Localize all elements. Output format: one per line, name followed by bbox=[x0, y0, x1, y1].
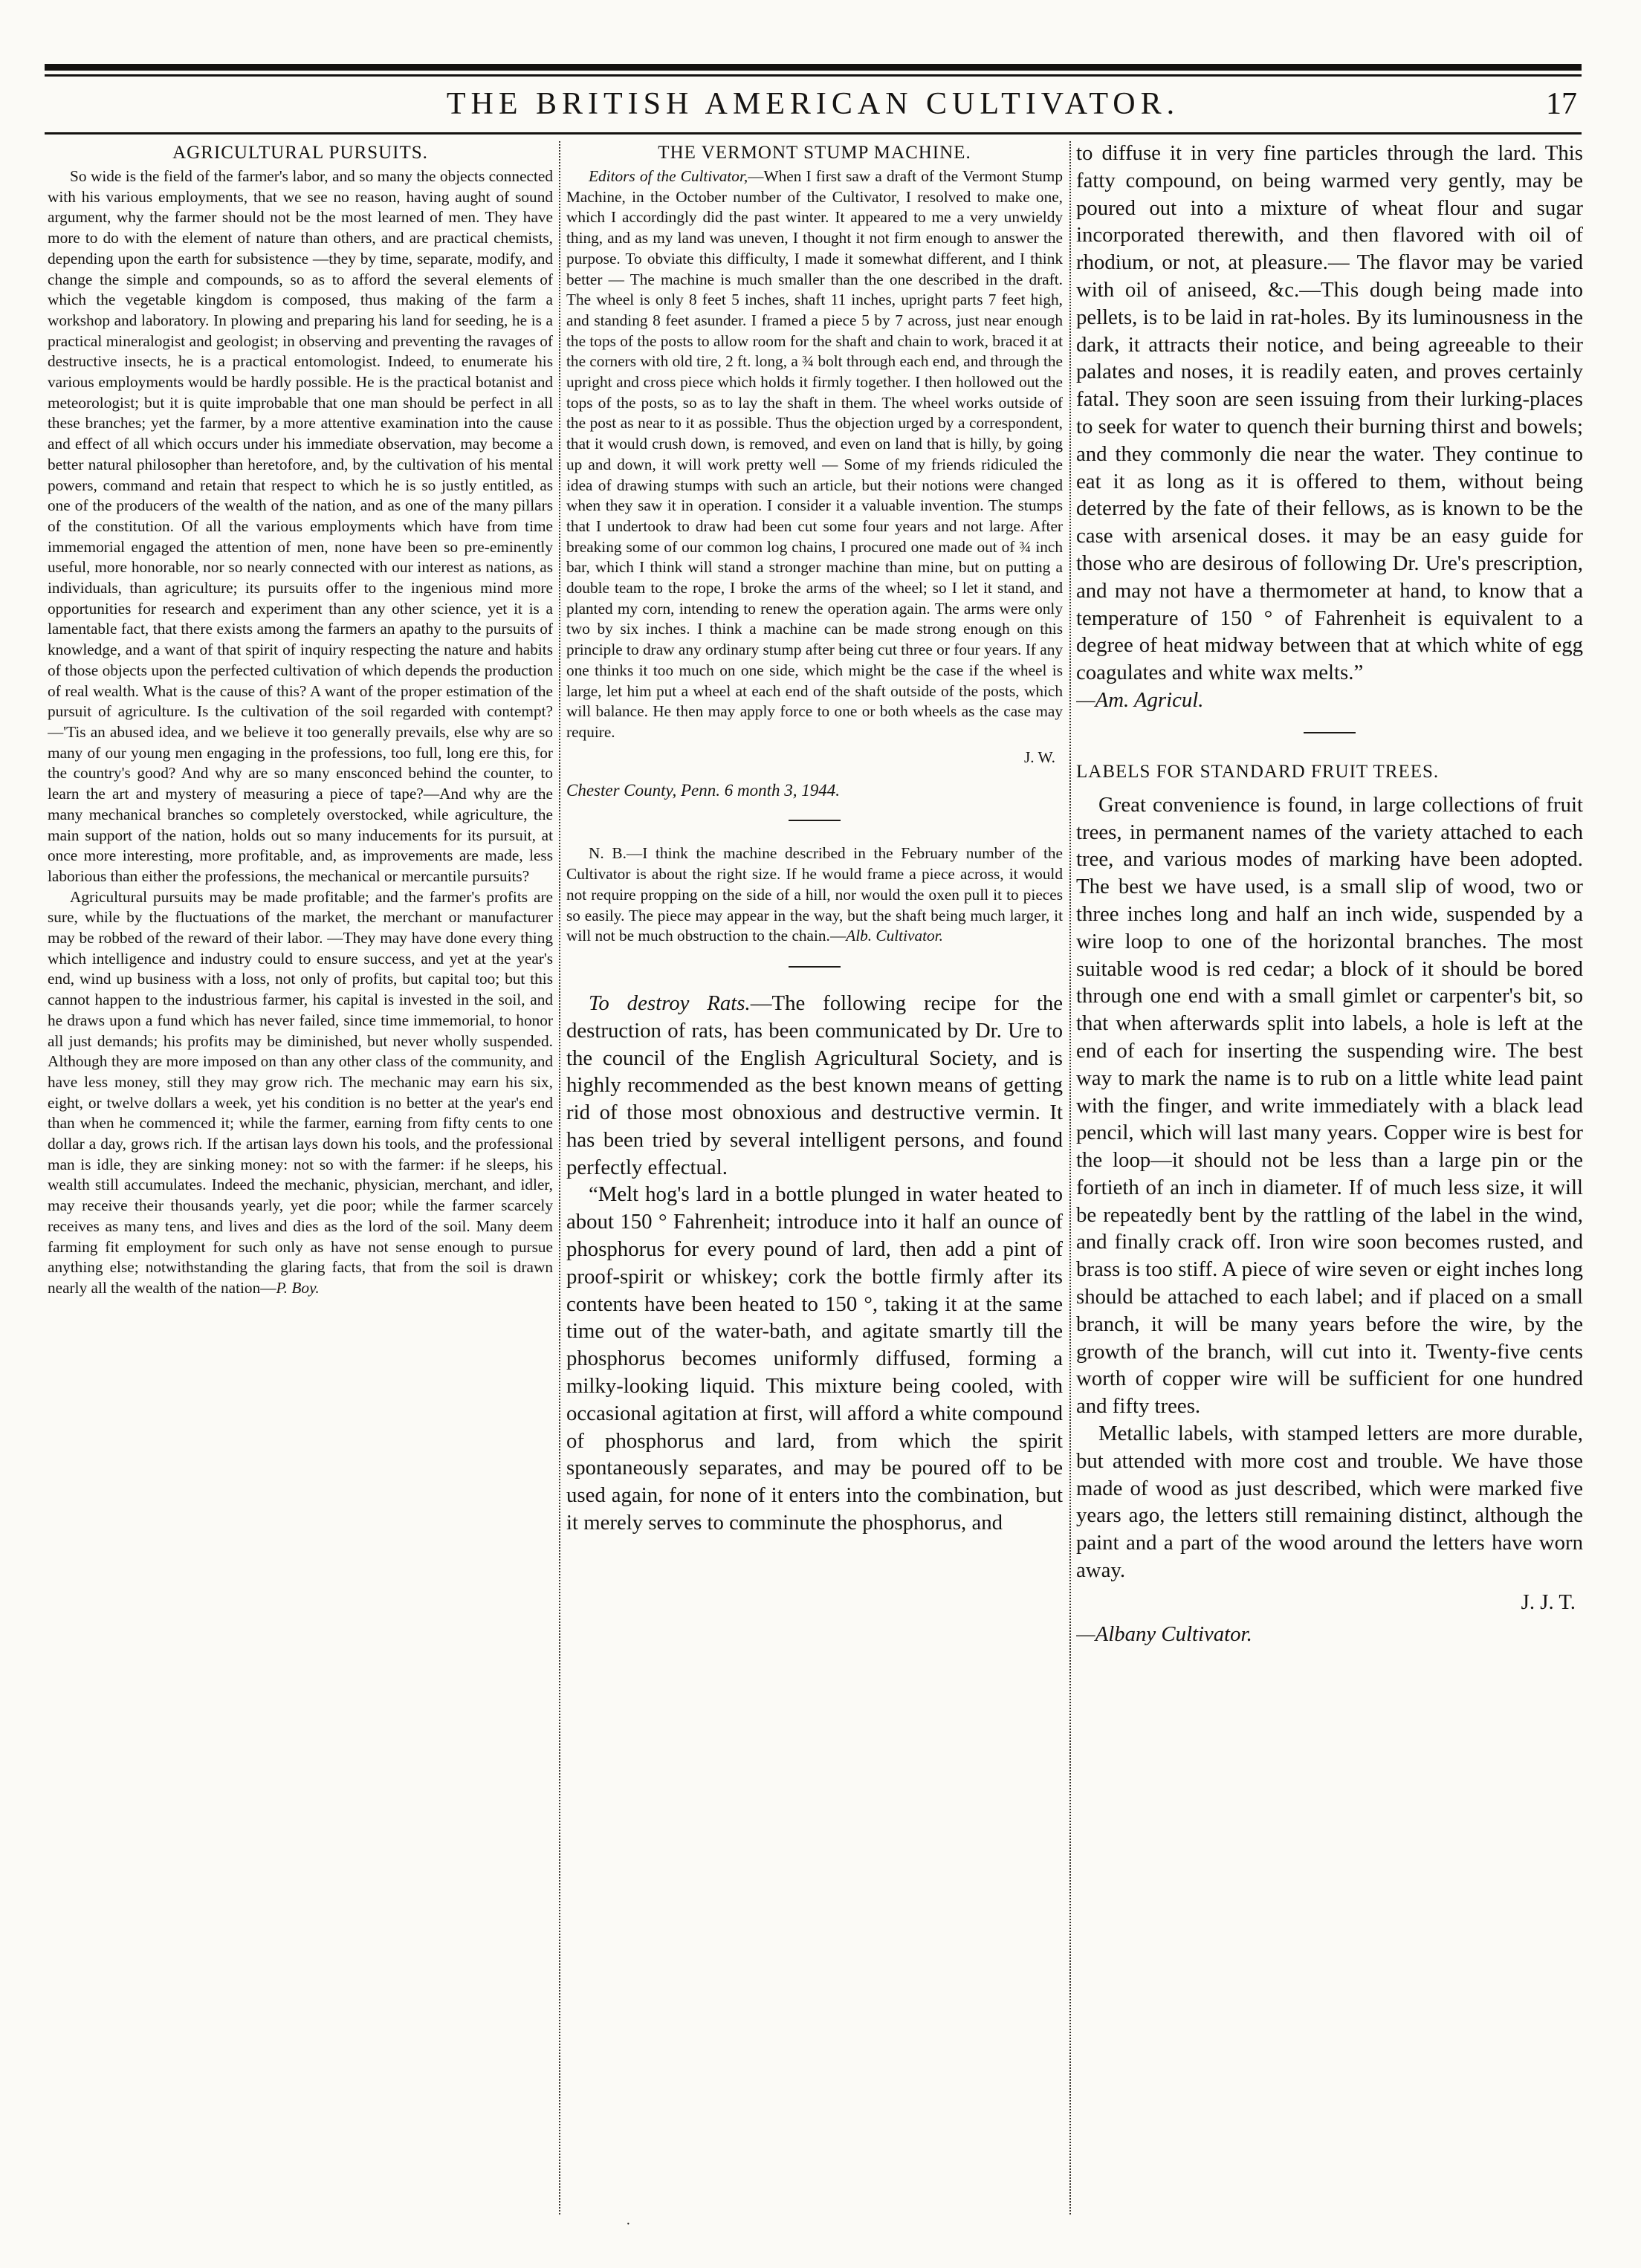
column-3 bbox=[1076, 140, 1583, 2213]
article-paragraph: Great convenience is found, in large collections of fruit trees, in permanent names of the variety attached to each tree, and various modes of marking have been adopted. The best we have used, is a small slip of wood, two or three inches long and half an inch wide, suspended by a wire loop to one of the horizontal branches. The most suitable wood is red cedar; a block of it should be bored through one end with a small gimlet or carpenter's bit, so that when afterwards split into labels, a hole is left at the end of each for inserting the suspending wire. The best way to mark the name is to rub on a little white lead paint with the finger, and write immediately with a black lead pencil, which will last many years. Copper wire is best for the loop—it should not be less than a large pin or the fortieth of an inch in diameter. If of much less size, it will be repeatedly bent by the rattling of the label in the wind, and finally crack off. Iron wire soon becomes rusted, and brass is too stiff. A piece of wire seven or eight inches long should be attached to each label; and if placed on a small branch, it will be many years before the wire, by the growth of the branch, will cut into it. Twenty-five cents worth of copper wire will be sufficient for one hundred and fifty trees. bbox=[1076, 792, 1583, 1419]
masthead-rule-thick bbox=[45, 64, 1582, 71]
signature: J. J. T. bbox=[1521, 1590, 1576, 1614]
article-run-in-title: To destroy Rats. bbox=[589, 991, 751, 1015]
separator bbox=[789, 966, 841, 968]
article-paragraph: So wide is the field of the farmer's labor, and so many the objects connected with his various employments, that we see no reason, having aught of sound argument, why the farmer should not be the most learned of men. They have more to do with the element of nature than others, and are practical chemists, depending upon the earth for subsistence —they by time, separate, modify, and change the simple and compounds, so as to afford the several elements of which the vegetable kingdom is composed, thus making of the farm a workshop and laboratory. In plowing and preparing his land for seeding, he is a practical mineralogist and geologist; in observing and preventing the ravages of destructive insects, he is a practical entomologist. Indeed, to enumerate his various employments would be hardly possible. He is the practical botanist and meteorologist; but it is quite improbable that one man should be perfect in all these branches; yet the farmer, by a more attentive examination into the cause and effect of all which occurs under his immediate observation, may become a better natural philosopher than heretofore, and, by the cultivation of his mental powers, command and retain that respect to which he is so justly entitled, as one of the producers of the wealth of the nation, and as one of the many pillars of the constitution. Of all the various employments which have from time immemorial engaged the attention of men, none have been so pre-eminently useful, more honorable, nor so nearly connected with our interest as nations, as individuals, than agriculture; its pursuits offer to the ingenious mind more opportunities for research and experiment than any other science, yet it is a lamentable fact, that there exists among the farmers an apathy to the pursuits of knowledge, and a want of that spirit of inquiry respecting the nature and habits of those objects upon the perfected cultivation of which depends the production of real wealth. What is the cause of this? A want of the proper estimation of the pursuit of agriculture. Is the cultivation of the soil regarded with contempt?—'Tis an abused idea, and we believe it too generally prevails, else why are so many of our young men engaging in the professions, too full, long ere this, for the country's good? And why are so many ensconced behind the counter, to learn the art and mystery of measuring a piece of tape?—And why are the many mechanical branches so completely overstocked, while agriculture, the main support of the nation, holds out so many inducements for its pursuit, at once more interesting, more profitable, and, as improvements are made, less laborious than either the professions, the mechanical or mercantile pursuits? bbox=[48, 167, 553, 885]
column-divider-1 bbox=[559, 141, 560, 2214]
separator bbox=[1304, 732, 1356, 733]
column-divider-2 bbox=[1069, 141, 1071, 2214]
masthead-rule-thin bbox=[45, 74, 1582, 77]
column-2 bbox=[566, 140, 1063, 2213]
article-paragraph bbox=[566, 990, 1063, 1182]
dateline: Chester County, Penn. 6 month 3, 1944. bbox=[566, 781, 840, 800]
article-citation: Alb. Cultivator. bbox=[846, 927, 943, 945]
header-rule bbox=[45, 132, 1582, 135]
article-heading-labels-fruit-trees: LABELS FOR STANDARD FRUIT TREES. bbox=[1076, 761, 1440, 782]
letter-salutation: Editors of the Cultivator, bbox=[589, 167, 748, 185]
article-text: —When I first saw a draft of the Vermont Stump Machine, in the October number of the Cultivator, I resolved to make one, which I accordingly did the past winter. It appeared to me a very unwieldy thing, and as my land was uneven, I thought it not firm enough to answer the purpose. To obviate this difficulty, I made it somewhat different, and I think better — The machine is much smaller than the one described in the draft. The wheel is only 8 feet 5 inches, shaft 11 inches, upright parts 7 feet high, and standing 8 feet asunder. I framed a piece 5 by 7 across, just near enough the tops of the posts to allow room for the shaft and chain to work, braced it at the corners with old tire, 2 ft. long, a ¾ bolt through each end, and through the upright and cross piece which holds it firmly together. I then hollowed out the tops of the posts, so as to lay the shaft in them. The wheel works outside of the post as near to it as possible. Thus the objection urged by a correspondent, that it would crush down, is removed, and even on land that is hilly, by going up and down, it will work pretty well — Some of my friends ridiculed the idea of drawing stumps with such an article, but their notions were changed when they saw it in operation. I consider it a valuable invention. The stumps that I undertook to draw had been cut some four years and not large. After breaking some of our common log chains, I procured one made out of ¾ inch bar, which I think will stand a stronger machine than mine, but on putting a double team to the rope, I broke the arms of the wheel; so I let it stand, and planted my corn, intending to renew the operation again. The arms were only two by six inches. I think a machine can be made strong enough on this principle to draw any ordinary stump after being cut three or four years. If any one thinks it too much on one side, which might be the case if the wheel is large, let him put a wheel at each end of the shaft outside of the posts, which will balance. He then may apply force to one or both wheels as the case may require. bbox=[566, 167, 1063, 741]
article-text: —The following recipe for the destruction of rats, has been communicated by Dr. Ure to the council of the English Agricultural Society, and is highly recommended as the best known means of getting rid of those most obnoxious and destructive vermin. It has been tried by several intelligent persons, and found perfectly effectual. bbox=[566, 991, 1063, 1179]
article-heading-agricultural-pursuits: AGRICULTURAL PURSUITS. bbox=[172, 143, 428, 163]
article-paragraph: “Melt hog's lard in a bottle plunged in water heated to about 150 ° Fahrenheit; introduce into it half an ounce of phosphorus for every pound of lard, then add a pint of proof-spirit or whiskey; cork the bottle firmly after its contents have been heated to 150 °, taking it at the same time out of the water-bath, and agitate smartly till the phosphorus becomes uniformly diffused, forming a milky-looking liquid. This mixture being cooled, with occasional agitation at first, will afford a white compound of phosphorus and lard, from which the spirit spontaneously separates, and may be poured off to be used again, for none of it enters into the combination, but it merely serves to comminute the phosphorus, and bbox=[566, 1182, 1063, 1535]
nota-bene: N. B.—I think the machine described in the February number of the Cultivator is about the right size. If he would frame a piece across, it would not require propping on the side of a hill, nor would the oxen pull it to pieces so easily. The piece may appear in the way, but the shaft being much larger, it will not be much obstruction to the chain.— bbox=[566, 844, 1063, 945]
masthead bbox=[45, 80, 1582, 132]
article-text: Agricultural pursuits may be made profitable; and the farmer's profits are sure, while by the fluctuations of the market, the merchant or manufacturer may be robbed of the reward of their labor. —They may have done every thing which intelligence and industry could to ensure success, and yet at the year's end, wind up business with a loss, not only of profits, but capital too; but this cannot happen to the industrious farmer, his capital is invested in the soil, and he draws upon a fund which has never failed, since time immemorial, to honor all just demands; his profits may be diminished, but never wholly suspended. Although they are more imposed on than any other class of the community, and have less money, still they may grow rich. The mechanic may earn his six, eight, or twelve dollars a week, yet his condition is no better at the year's end than when he commenced it; while the farmer, earning from fifty cents to one dollar a day, grows rich. If the artisan lays down his tools, and the professional man is idle, they are sinking money: not so with the farmer: if he sleeps, his wealth still accumulates. Indeed the mechanic, physician, merchant, and idler, may receive their thousands yearly, yet die poor; while the farmer scarcely receives as many tens, and lives and dies as the lord of the soil. Many deem farming fit employment for such only as have not sense enough to pursue anything else; notwithstanding the glaring facts, that from the soil is drawn nearly all the wealth of the nation— bbox=[48, 887, 553, 1297]
signature: J. W. bbox=[1023, 748, 1055, 766]
column-1 bbox=[48, 140, 553, 2213]
separator bbox=[789, 820, 841, 821]
article-citation: P. Boy. bbox=[276, 1278, 320, 1297]
article-paragraph bbox=[48, 887, 553, 1299]
page-number: 17 bbox=[1546, 87, 1577, 121]
publication-title: THE BRITISH AMERICAN CULTIVATOR. bbox=[446, 87, 1180, 121]
article-paragraph: Metallic labels, with stamped letters are more durable, but attended with more cost and trouble. We have those made of wood as just described, which were marked five years ago, the letters still remaining distinct, although the paint and a part of the wood around the letters have worn away. bbox=[1076, 1422, 1583, 1583]
article-citation: —Am. Agricul. bbox=[1076, 687, 1204, 712]
article-paragraph bbox=[566, 166, 1063, 743]
article-paragraph: to diffuse it in very fine particles through the lard. This fatty compound, on being warmed very gently, may be poured out into a mixture of wheat flour and sugar incorporated therewith, and then flavored with oil of rhodium, or not, at pleasure.— The flavor may be varied with oil of aniseed, &c.—This dough being made into pellets, is to be laid in rat-holes. By its luminousness in the dark, it attracts their notice, and being agreeable to their palates and noses, it is readily eaten, and proves certainly fatal. They soon are seen issuing from their lurking-places to seek for water to quench their burning thirst and bowels; and they commonly die near the water. They continue to eat it as long as it is offered to them, without being deterred by the fate of their fellows, as is known to be the case with arsenical doses. it may be an easy guide for those who are desirous of following Dr. Ure's prescription, and may not have a thermometer at hand, to know that a temperature of 150 ° of Fahrenheit is equivalent to a degree of heat midway between that at which white of egg coagulates and white wax melts.” bbox=[1076, 141, 1583, 685]
article-citation: —Albany Cultivator. bbox=[1076, 1621, 1252, 1646]
article-paragraph bbox=[566, 843, 1063, 947]
print-mark: · bbox=[626, 2216, 631, 2232]
article-heading-vermont-stump-machine: THE VERMONT STUMP MACHINE. bbox=[658, 143, 971, 163]
